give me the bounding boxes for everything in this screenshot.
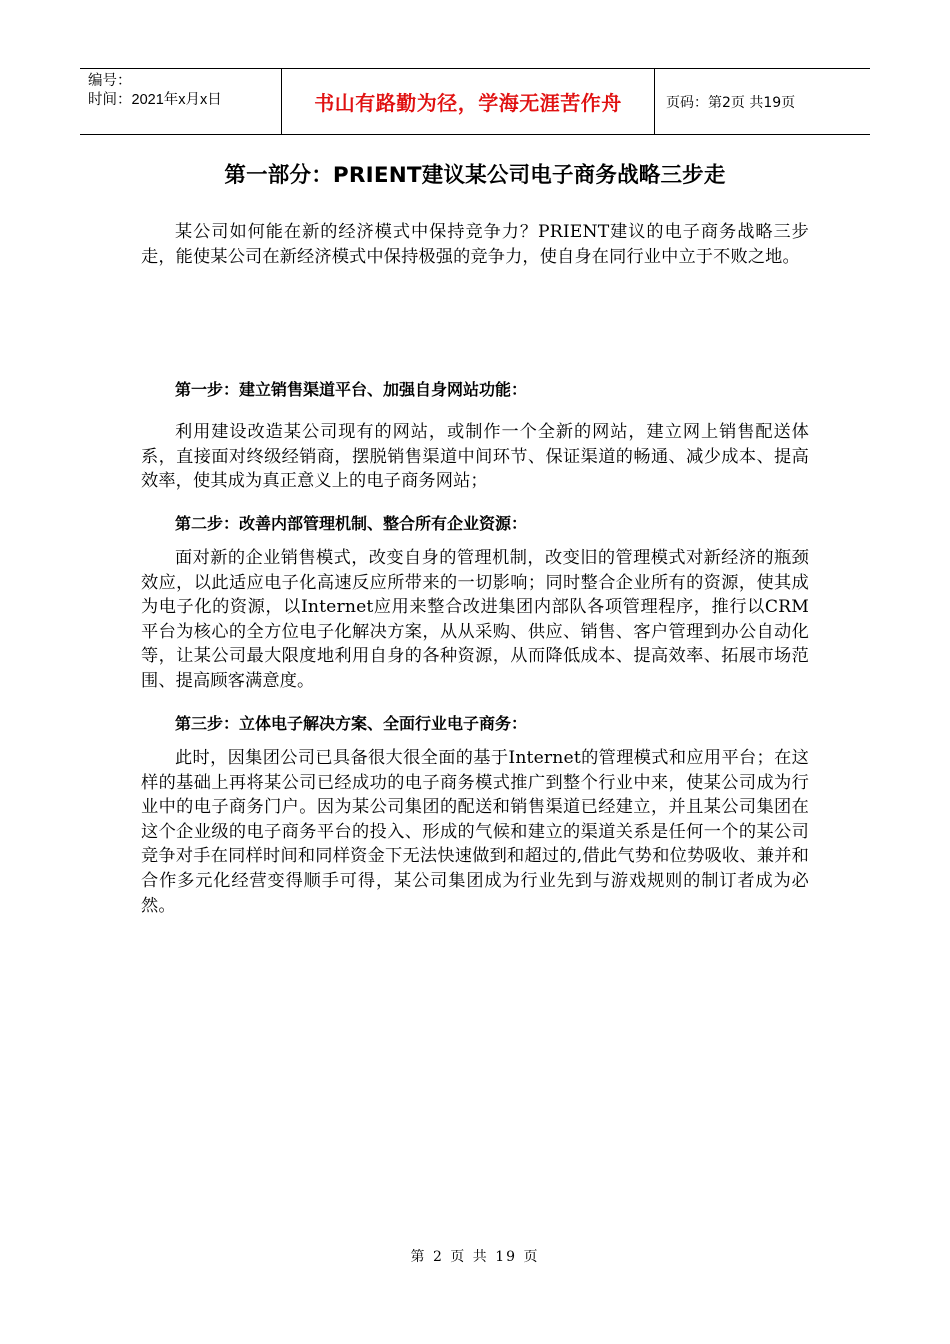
page-title: 第一部分：PRIENT建议某公司电子商务战略三步走: [224, 163, 726, 188]
header-meta-cell: [80, 69, 282, 134]
step-1-body: 利用建设改造某公司现有的网站，或制作一个全新的网站，建立网上销售配送体系，直接面对终级经销商，摆脱销售渠道中间环节、保证渠道的畅通、减少成本、提高效率，使其成为真正意义上的电子商务网站；: [141, 422, 809, 492]
document-date: 时间：2021年x月x日: [88, 92, 222, 108]
step-1-heading: 第一步：建立销售渠道平台、加强自身网站功能：: [175, 380, 528, 399]
step-2-body: 面对新的企业销售模式，改变自身的管理机制，改变旧的管理模式对新经济的瓶颈效应，以此适应电子化高速反应所带来的一切影响；同时整合企业所有的资源，使其成为电子化的资源，以Internet应用来整合改进集团内部队各项管理程序，推行以CRM平台为核心的全方位电子化解决方案，从从采购、供应、销售、客户管理到办公自动化等，让某公司最大限度地利用自身的各种资源，从而降低成本、提高效率、拓展市场范围、提高顾客满意度。: [141, 548, 809, 691]
step-3-heading: 第三步：立体电子解决方案、全面行业电子商务：: [175, 714, 528, 733]
document-header: [80, 68, 870, 135]
page-footer: 第 2 页 共 19 页: [410, 1249, 540, 1265]
document-number-label: 编号：: [88, 73, 132, 89]
intro-paragraph: 某公司如何能在新的经济模式中保持竞争力？PRIENT建议的电子商务战略三步走，能使某公司在新经济模式中保持极强的竞争力，使自身在同行业中立于不败之地。: [141, 222, 809, 267]
step-2-heading: 第二步：改善内部管理机制、整合所有企业资源：: [175, 514, 528, 533]
header-motto: 书山有路勤为径，学海无涯苦作舟: [282, 69, 655, 134]
header-page-info: 页码：第2页 共19页: [666, 94, 796, 111]
step-3-body: 此时，因集团公司已具备很大很全面的基于Internet的管理模式和应用平台；在这样的基础上再将某公司已经成功的电子商务模式推广到整个行业中来，使某公司成为行业中的电子商务门户。因为某公司集团的配送和销售渠道已经建立，并且某公司集团在这个企业级的电子商务平台的投入、形成的气候和建立的渠道关系是任何一个的某公司竞争对手在同样时间和同样资金下无法快速做到和超过的,借此气势和位势吸收、兼并和合作多元化经营变得顺手可得，某公司集团成为行业先到与游戏规则的制订者成为必然。: [141, 748, 809, 916]
